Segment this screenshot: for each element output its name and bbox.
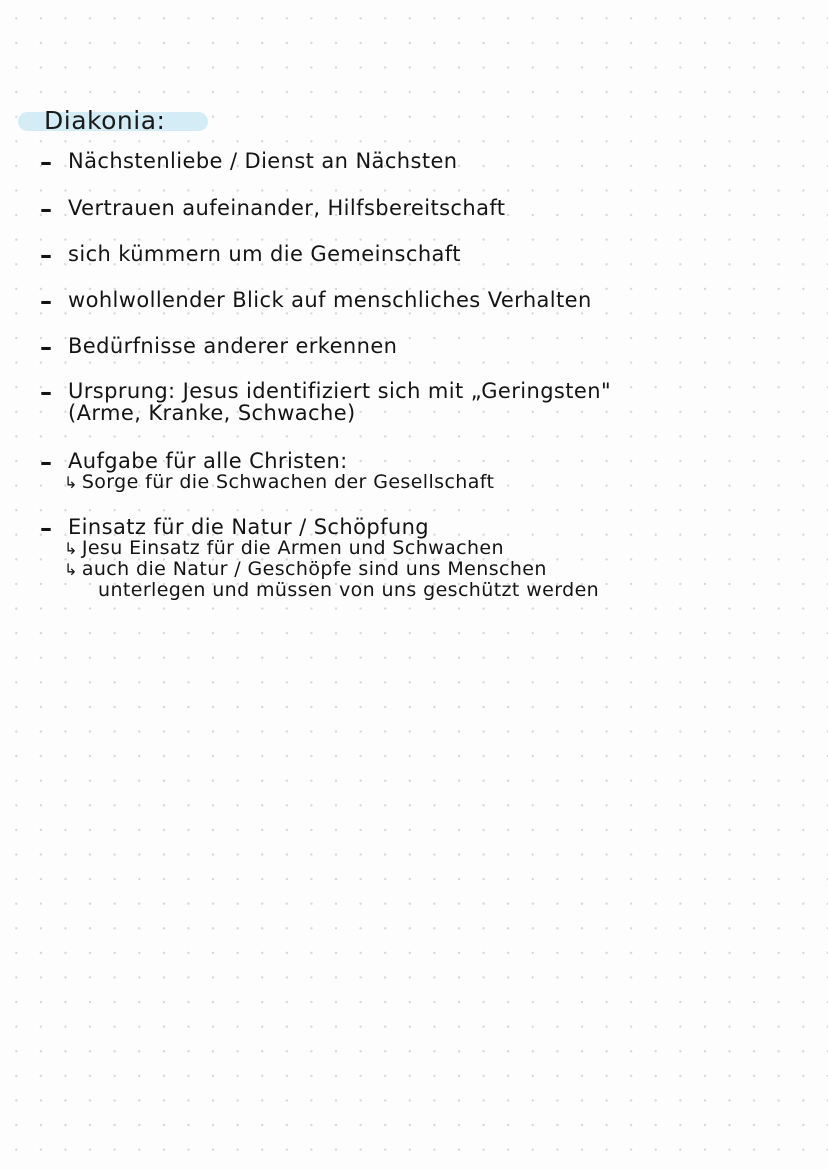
sub-point-text: Jesu Einsatz für die Armen und Schwachen (81, 537, 504, 559)
list-item (40, 380, 800, 424)
bullet-dash: – (40, 333, 52, 361)
list-item-text: wohlwollender Blick auf menschliches Verhalten (68, 288, 592, 312)
list-item-text: Vertrauen aufeinander, Hilfsbereitschaft (68, 196, 506, 220)
sub-point (64, 558, 800, 580)
page-title: Diakonia: (44, 106, 166, 135)
list-item (40, 333, 800, 361)
list-item (40, 287, 800, 315)
sub-point (64, 537, 800, 559)
list-item-text: Ursprung: Jesus identifiziert sich mit „Geringsten" (68, 379, 612, 403)
list-item-text: Bedürfnisse anderer erkennen (68, 334, 398, 358)
list-item-text: Nächstenliebe / Dienst an Nächsten (68, 149, 458, 173)
list-item (40, 450, 800, 493)
bullet-dash: – (40, 448, 52, 476)
arrow-icon: ↳ (64, 539, 78, 558)
arrow-icon: ↳ (64, 560, 78, 579)
sub-point-continued: unterlegen und müssen von uns geschützt werden (98, 579, 600, 601)
bullet-dash: – (40, 241, 52, 269)
list-item-text: Aufgabe für alle Christen: (68, 449, 348, 473)
bullet-dash: – (40, 148, 52, 176)
list-item (40, 148, 800, 176)
bullet-dash: – (40, 378, 52, 406)
arrow-icon: ↳ (64, 473, 78, 492)
list-item-text: Einsatz für die Natur / Schöpfung (68, 515, 430, 539)
heading-block (18, 103, 165, 139)
bullet-dash: – (40, 287, 52, 315)
list-item-text: sich kümmern um die Gemeinschaft (68, 242, 461, 266)
sub-point-text: auch die Natur / Geschöpfe sind uns Menschen (81, 558, 547, 580)
bullet-dash: – (40, 514, 52, 542)
sub-point-text: Sorge für die Schwachen der Gesellschaft (81, 471, 495, 493)
list-item (40, 516, 800, 601)
sub-point (64, 471, 800, 493)
bullet-dash: – (40, 195, 52, 223)
list-item (40, 195, 800, 223)
list-item (40, 241, 800, 269)
list-item-text-continued: (Arme, Kranke, Schwache) (68, 401, 356, 425)
